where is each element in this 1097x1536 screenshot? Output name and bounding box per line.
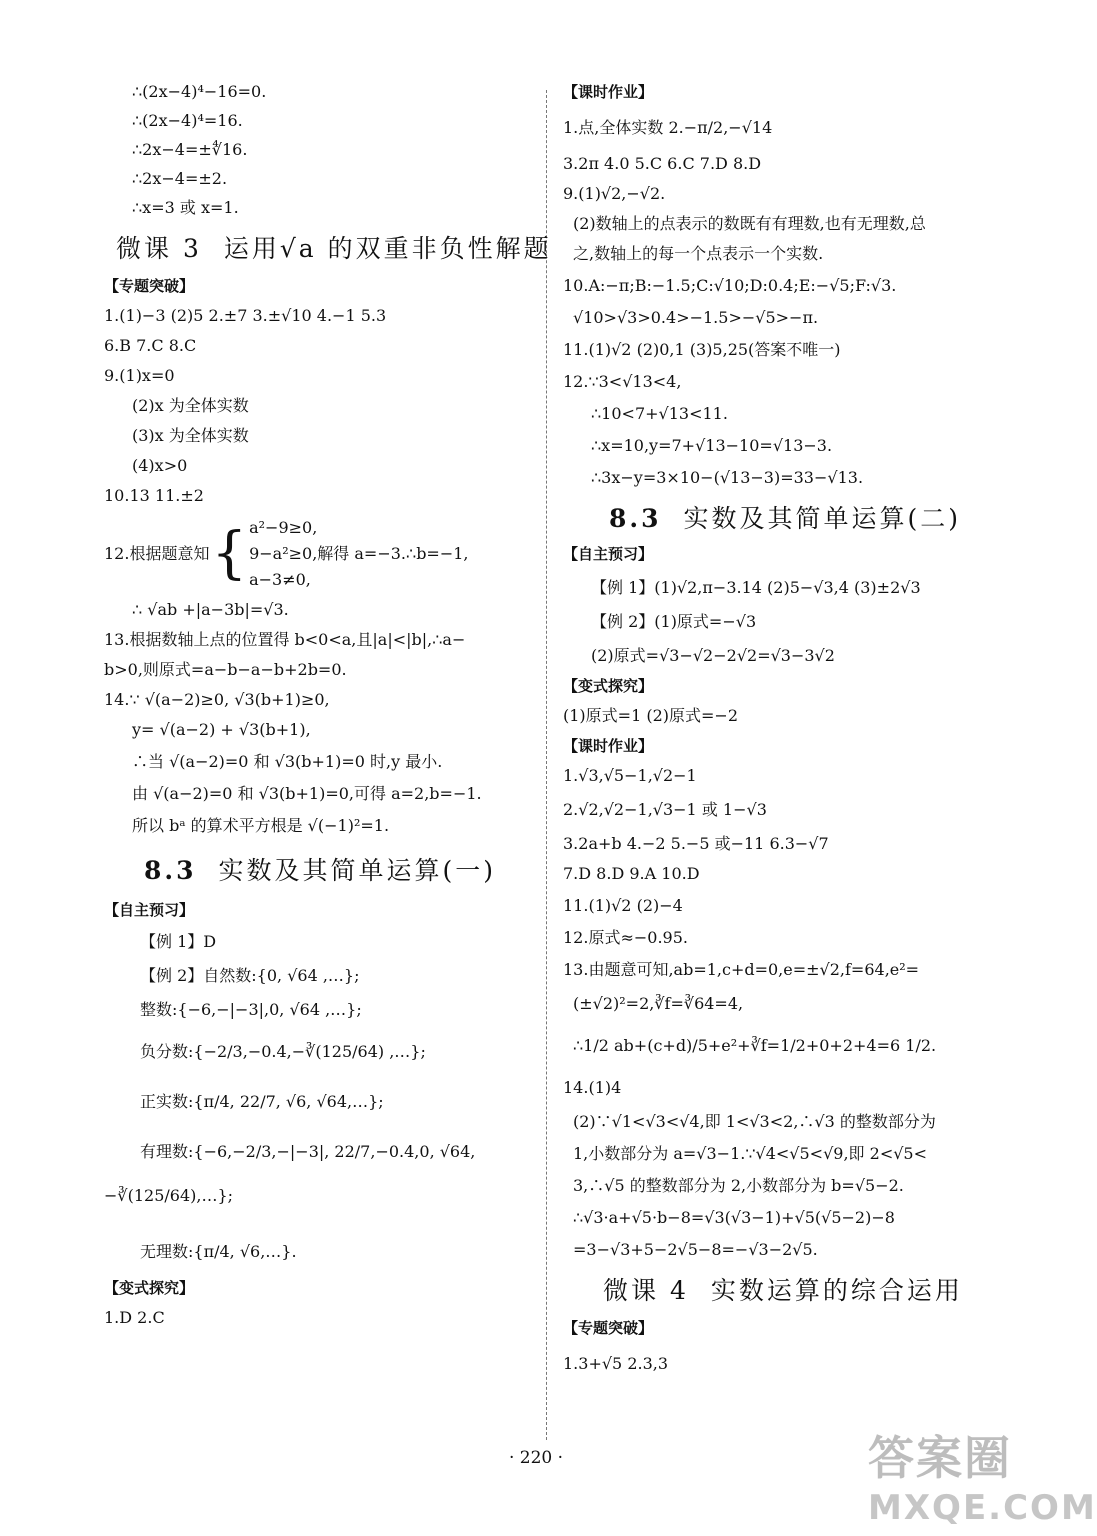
section-label: 【自主预习】	[563, 545, 654, 563]
text-line: 所以 bᵃ 的算术平方根是 √(−1)²=1.	[132, 816, 390, 835]
text-line: ∴2x−4=±2.	[132, 169, 228, 188]
text-line: (2)原式=√3−√2−2√2=√3−3√2	[591, 646, 835, 665]
text-line: −∛(125/64),…};	[104, 1186, 234, 1205]
text-line: 3,∴√5 的整数部分为 2,小数部分为 b=√5−2.	[573, 1176, 904, 1195]
page-number: · 220 ·	[508, 1448, 564, 1468]
text-line: 整数:{−6,−|−3|,0, √64 ,…};	[140, 1000, 362, 1019]
text-line: ∴x=3 或 x=1.	[132, 198, 239, 217]
text-line: 3.2π 4.0 5.C 6.C 7.D 8.D	[563, 154, 762, 173]
text-line: 9.(1)√2,−√2.	[563, 184, 666, 203]
section-heading	[563, 502, 1003, 536]
text-line: 12.∵3<√13<4,	[563, 372, 682, 391]
text-line: 1,小数部分为 a=√3−1.∵√4<√5<√9,即 2<√5<	[573, 1144, 928, 1163]
text-line: 7.D 8.D 9.A 10.D	[563, 864, 700, 883]
section-heading	[563, 1274, 1003, 1308]
text-line: 6.B 7.C 8.C	[104, 336, 197, 355]
text-line: 9.(1)x=0	[104, 366, 175, 385]
column-divider	[546, 90, 547, 1440]
text-line: 无理数:{π/4, √6,…}.	[140, 1242, 297, 1261]
text-line: =3−√3+5−2√5−8=−√3−2√5.	[573, 1240, 818, 1259]
right-column	[563, 82, 1003, 1374]
text-line: 有理数:{−6,−2/3,−|−3|, 22/7,−0.4,0, √64,	[140, 1142, 476, 1161]
text-line: 10.13 11.±2	[104, 486, 204, 505]
text-line: 10.A:−π;B:−1.5;C:√10;D:0.4;E:−√5;F:√3.	[563, 276, 897, 295]
text-line: 13.根据数轴上点的位置得 b<0<a,且|a|<|b|,∴a−	[104, 630, 466, 649]
text-line: 由 √(a−2)=0 和 √3(b+1)=0,可得 a=2,b=−1.	[132, 784, 482, 803]
text-line: √10>√3>0.4>−1.5>−√5>−π.	[573, 308, 819, 327]
text-line: ∴(2x−4)⁴=16.	[132, 111, 243, 130]
section-label: 【课时作业】	[563, 737, 654, 755]
text-line: 12.根据题意知	[104, 544, 210, 563]
heading-label: 微课 3	[116, 234, 202, 263]
text-line: ∴√3·a+√5·b−8=√3(√3−1)+√5(√5−2)−8	[573, 1208, 895, 1227]
text-line: a²−9≥0,	[249, 518, 318, 537]
text-line: (1)原式=1 (2)原式=−2	[563, 706, 738, 725]
text-line: (±√2)²=2,∛f=∛64=4,	[573, 994, 744, 1013]
section-label: 【课时作业】	[563, 83, 654, 101]
text-line: ∴x=10,y=7+√13−10=√13−3.	[591, 436, 833, 455]
brace: {	[211, 521, 248, 586]
text-line: (2)x 为全体实数	[132, 396, 249, 415]
text-line: 1.√3,√5−1,√2−1	[563, 766, 697, 785]
section-label: 【专题突破】	[104, 277, 195, 295]
text-line: 1.(1)−3 (2)5 2.±7 3.±√10 4.−1 5.3	[104, 306, 387, 325]
text-line: ∴10<7+√13<11.	[591, 404, 728, 423]
section-label: 【变式探究】	[563, 677, 654, 695]
text-line: 【例 2】(1)原式=−√3	[591, 612, 757, 631]
text-line: 12.原式≈−0.95.	[563, 928, 688, 947]
section-label: 【专题突破】	[563, 1319, 654, 1337]
watermark-logo	[868, 1422, 1097, 1528]
heading-label: 微课 4	[603, 1276, 689, 1305]
text-line: 【例 1】(1)√2,π−3.14 (2)5−√3,4 (3)±2√3	[591, 578, 921, 597]
text-line: b>0,则原式=a−b−a−b+2b=0.	[104, 660, 347, 679]
text-line: (2)数轴上的点表示的数既有有理数,也有无理数,总	[573, 214, 926, 233]
text-line: 3.2a+b 4.−2 5.−5 或−11 6.3−√7	[563, 834, 829, 853]
equation-system	[104, 518, 534, 590]
heading-title: 运用√a 的双重非负性解题	[223, 234, 552, 263]
heading-number: 8.3	[609, 504, 662, 533]
text-line: ∴ √ab +|a−3b|=√3.	[132, 600, 289, 619]
text-line: ∴(2x−4)⁴−16=0.	[132, 82, 267, 101]
text-line: 2.√2,√2−1,√3−1 或 1−√3	[563, 800, 767, 819]
heading-number: 8.3	[144, 856, 197, 885]
text-line: 负分数:{−2/3,−0.4,−∛(125/64) ,…};	[140, 1042, 426, 1061]
text-line: 14.(1)4	[563, 1078, 622, 1097]
text-line: ∴3x−y=3×10−(√13−3)=33−√13.	[591, 468, 864, 487]
left-column	[104, 82, 552, 1328]
section-label: 【变式探究】	[104, 1279, 195, 1297]
text-line: 11.(1)√2 (2)0,1 (3)5,25(答案不唯一)	[563, 340, 841, 359]
heading-title: 实数运算的综合运用	[710, 1276, 963, 1305]
section-label: 【自主预习】	[104, 901, 195, 919]
watermark-url: MXQE.COM	[868, 1488, 1097, 1528]
text-line: y= √(a−2) + √3(b+1),	[132, 720, 311, 739]
text-line: 【例 1】D	[140, 932, 217, 951]
watermark-text: 答案圈	[868, 1431, 1012, 1485]
text-line: ∴1/2 ab+(c+d)/5+e²+∛f=1/2+0+2+4=6 1/2.	[573, 1036, 937, 1055]
text-line: 1.点,全体实数 2.−π/2,−√14	[563, 118, 773, 137]
text-line: a−3≠0,	[249, 570, 311, 589]
text-line: 【例 2】自然数:{0, √64 ,…};	[140, 966, 360, 985]
text-line: (3)x 为全体实数	[132, 426, 249, 445]
text-line: 1.D 2.C	[104, 1308, 165, 1327]
text-line: 之,数轴上的每一个点表示一个实数.	[573, 244, 824, 263]
text-line: ∴2x−4=±∜16.	[132, 140, 248, 159]
text-line: 11.(1)√2 (2)−4	[563, 896, 683, 915]
text-line: (4)x>0	[132, 456, 188, 475]
text-line: ∴当 √(a−2)=0 和 √3(b+1)=0 时,y 最小.	[132, 752, 443, 771]
text-line: (2)∵√1<√3<√4,即 1<√3<2,∴√3 的整数部分为	[573, 1112, 936, 1131]
heading-title: 实数及其简单运算(二)	[683, 504, 962, 533]
text-line: 1.3+√5 2.3,3	[563, 1354, 669, 1373]
section-heading	[104, 854, 534, 888]
section-heading	[104, 232, 552, 266]
text-line: 13.由题意可知,ab=1,c+d=0,e=±√2,f=64,e²=	[563, 960, 920, 979]
text-line: 9−a²≥0,解得 a=−3.∴b=−1,	[249, 544, 469, 563]
text-line: 14.∵ √(a−2)≥0, √3(b+1)≥0,	[104, 690, 330, 709]
heading-title: 实数及其简单运算(一)	[218, 856, 497, 885]
text-line: 正实数:{π/4, 22/7, √6, √64,…};	[140, 1092, 384, 1111]
